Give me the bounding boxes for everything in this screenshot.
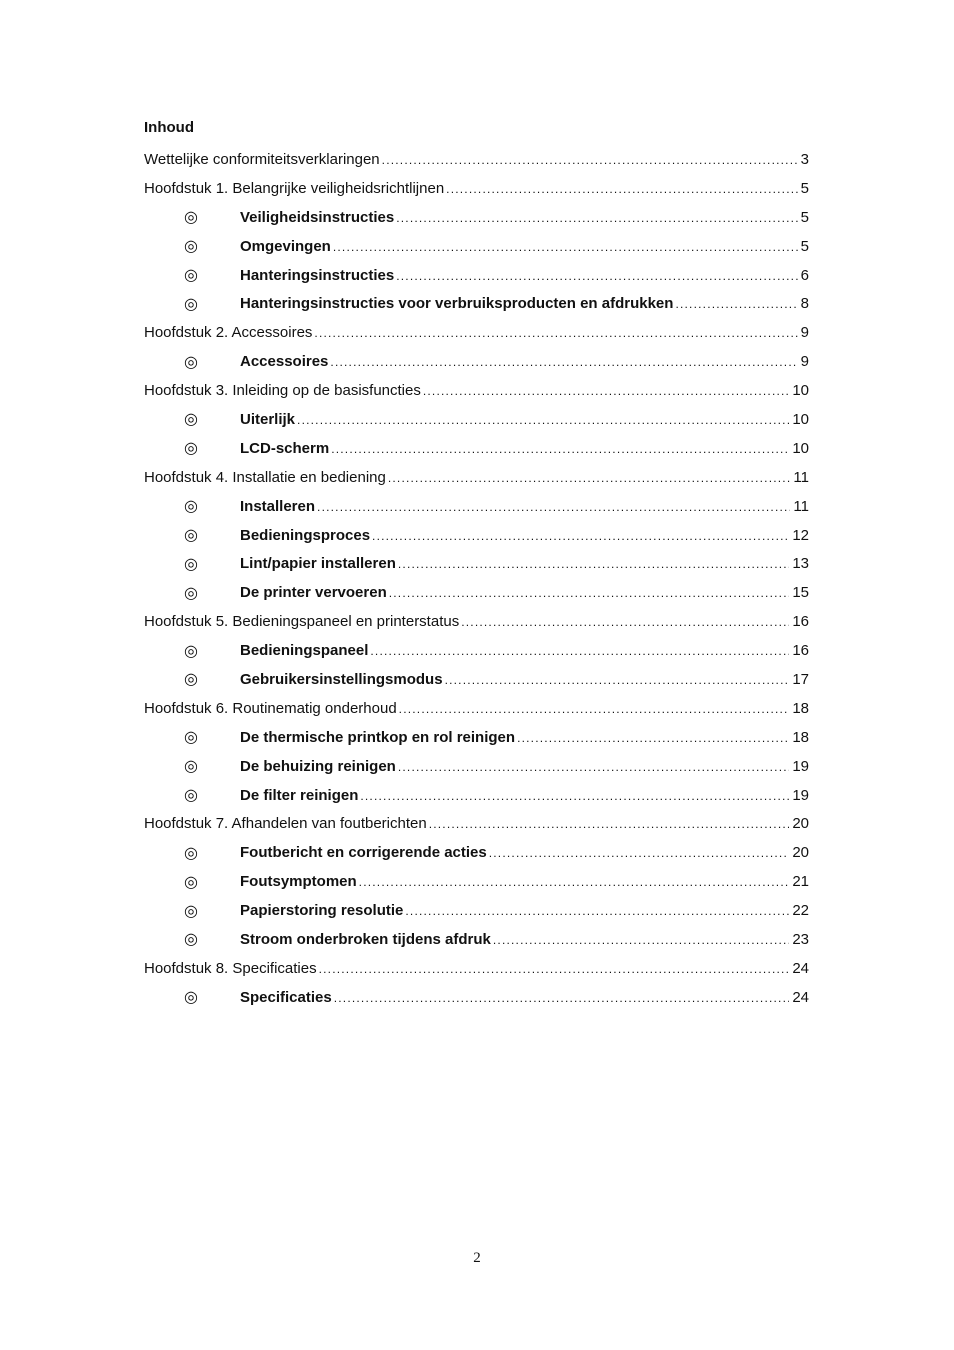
dot-leader (445, 673, 790, 687)
toc-entry-page-number: 10 (792, 382, 809, 400)
toc-section-entry[interactable] (144, 838, 809, 867)
double-circle-bullet-icon: ◎ (184, 527, 198, 545)
page-number: 2 (473, 1250, 481, 1266)
dot-leader (297, 413, 789, 427)
dot-leader (398, 557, 789, 571)
toc-entry-label: Wettelijke conformiteitsverklaringen (144, 150, 380, 168)
toc-chapter-entry[interactable] (144, 174, 809, 203)
toc-entry-label: Hanteringsinstructies voor verbruiksproducten en afdrukken (240, 295, 674, 313)
toc-entry-page-number: 13 (792, 555, 809, 573)
double-circle-bullet-icon: ◎ (184, 295, 198, 313)
double-circle-bullet-icon: ◎ (184, 758, 198, 776)
double-circle-bullet-icon: ◎ (184, 411, 198, 429)
toc-entry-page-number: 21 (792, 873, 809, 891)
toc-entry-label: Hanteringsinstructies (240, 266, 395, 284)
toc-entry-page-number: 20 (792, 844, 809, 862)
toc-chapter-entry[interactable] (144, 145, 809, 174)
toc-entry-page-number: 15 (792, 584, 809, 602)
toc-entry-line (240, 555, 809, 572)
dot-leader (423, 384, 789, 398)
toc-entry-page-number: 10 (792, 439, 809, 457)
dot-leader (333, 240, 798, 254)
toc-entry-page-number: 9 (800, 324, 809, 342)
toc-entry-line (144, 613, 809, 630)
toc-section-entry[interactable] (144, 867, 809, 896)
double-circle-bullet-icon: ◎ (184, 209, 198, 227)
toc-section-entry[interactable] (144, 636, 809, 665)
toc-entry-line (240, 642, 809, 659)
toc-entry-label: Hoofdstuk 5. Bedieningspaneel en printerstatus (144, 613, 460, 631)
dot-leader (675, 297, 797, 311)
toc-section-entry[interactable] (144, 896, 809, 925)
toc-entry-label: Hoofdstuk 1. Belangrijke veiligheidsrichtlijnen (144, 179, 445, 197)
dot-leader (399, 702, 790, 716)
dot-leader (396, 211, 797, 225)
toc-entry-line (240, 931, 809, 948)
toc-entry-page-number: 16 (792, 642, 809, 660)
toc-section-entry[interactable] (144, 549, 809, 578)
double-circle-bullet-icon: ◎ (184, 440, 198, 458)
toc-entry-page-number: 12 (792, 526, 809, 544)
toc-chapter-entry[interactable] (144, 607, 809, 636)
toc-entry-line (240, 209, 809, 226)
toc-entry-label: Specificaties (240, 988, 332, 1006)
toc-entry-line (240, 902, 809, 919)
toc-entry-line (240, 873, 809, 890)
toc-entry-label: De printer vervoeren (240, 584, 387, 602)
toc-entry-line (240, 671, 809, 688)
toc-chapter-entry[interactable] (144, 954, 809, 983)
toc-entry-page-number: 5 (800, 208, 809, 226)
dot-leader (334, 991, 790, 1005)
toc-section-entry[interactable] (144, 752, 809, 781)
dot-leader (388, 471, 791, 485)
double-circle-bullet-icon: ◎ (184, 353, 198, 371)
toc-entry-label: Foutbericht en corrigerende acties (240, 844, 487, 862)
double-circle-bullet-icon: ◎ (184, 989, 198, 1007)
toc-entry-label: Foutsymptomen (240, 873, 357, 891)
toc-entry-label: LCD-scherm (240, 439, 330, 457)
toc-entry-page-number: 3 (800, 150, 809, 168)
double-circle-bullet-icon: ◎ (184, 238, 198, 256)
toc-entry-line (240, 584, 809, 601)
dot-leader (359, 875, 790, 889)
double-circle-bullet-icon: ◎ (184, 584, 198, 602)
toc-chapter-entry[interactable] (144, 318, 809, 347)
toc-chapter-entry[interactable] (144, 463, 809, 492)
double-circle-bullet-icon: ◎ (184, 671, 198, 689)
toc-section-entry[interactable] (144, 261, 809, 290)
toc-section-entry[interactable] (144, 723, 809, 752)
toc-chapter-entry[interactable] (144, 809, 809, 838)
dot-leader (446, 182, 797, 196)
dot-leader (370, 644, 789, 658)
toc-entry-label: Gebruikersinstellingsmodus (240, 670, 443, 688)
dot-leader (429, 817, 790, 831)
toc-entry-page-number: 16 (792, 613, 809, 631)
toc-section-entry[interactable] (144, 232, 809, 261)
toc-section-entry[interactable] (144, 781, 809, 810)
toc-entry-label: Installeren (240, 497, 316, 515)
toc-entry-page-number: 6 (800, 266, 809, 284)
dot-leader (517, 731, 789, 745)
table-of-contents (144, 145, 809, 1012)
toc-entry-line (144, 382, 809, 399)
toc-section-entry[interactable] (144, 925, 809, 954)
toc-entry-label: Uiterlijk (240, 410, 296, 428)
toc-entry-page-number: 10 (792, 410, 809, 428)
toc-entry-line (240, 295, 809, 312)
toc-entry-line (144, 700, 809, 717)
double-circle-bullet-icon: ◎ (184, 873, 198, 891)
toc-entry-page-number: 22 (792, 902, 809, 920)
toc-entry-label: Omgevingen (240, 237, 331, 255)
dot-leader (405, 904, 789, 918)
dot-leader (382, 153, 798, 167)
toc-chapter-entry[interactable] (144, 694, 809, 723)
toc-entry-page-number: 11 (793, 497, 809, 515)
toc-entry-label: Veiligheidsinstructies (240, 208, 395, 226)
toc-section-entry[interactable] (144, 578, 809, 607)
toc-entry-line (240, 238, 809, 255)
toc-entry-line (144, 180, 809, 197)
toc-entry-page-number: 9 (800, 353, 809, 371)
toc-entry-line (240, 353, 809, 370)
toc-entry-line (240, 844, 809, 861)
toc-entry-line (240, 729, 809, 746)
toc-entry-label: Stroom onderbroken tijdens afdruk (240, 930, 491, 948)
toc-chapter-entry[interactable] (144, 376, 809, 405)
toc-entry-line (144, 151, 809, 168)
toc-section-entry[interactable] (144, 347, 809, 376)
double-circle-bullet-icon: ◎ (184, 498, 198, 516)
toc-entry-line (240, 411, 809, 428)
toc-entry-line (144, 469, 809, 486)
toc-entry-line (240, 989, 809, 1006)
toc-entry-line (144, 324, 809, 341)
dot-leader (489, 846, 790, 860)
toc-entry-page-number: 18 (792, 728, 809, 746)
dot-leader (372, 529, 789, 543)
toc-entry-label: Accessoires (240, 353, 329, 371)
dot-leader (314, 326, 797, 340)
toc-section-entry[interactable] (144, 521, 809, 550)
double-circle-bullet-icon: ◎ (184, 267, 198, 284)
toc-entry-label: Hoofdstuk 4. Installatie en bediening (144, 468, 386, 486)
double-circle-bullet-icon: ◎ (184, 902, 198, 920)
dot-leader (330, 355, 797, 369)
toc-entry-page-number: 20 (792, 815, 809, 833)
toc-entry-label: De filter reinigen (240, 786, 359, 804)
toc-entry-line (240, 787, 809, 804)
toc-entry-label: Lint/papier installeren (240, 555, 396, 573)
toc-section-entry[interactable] (144, 203, 809, 232)
toc-entry-label: Papierstoring resolutie (240, 902, 404, 920)
toc-section-entry[interactable] (144, 434, 809, 463)
toc-entry-label: Hoofdstuk 7. Afhandelen van foutberichten (144, 815, 427, 833)
dot-leader (389, 586, 790, 600)
dot-leader (396, 269, 797, 283)
toc-section-entry[interactable] (144, 405, 809, 434)
toc-entry-label: De thermische printkop en rol reinigen (240, 728, 516, 746)
toc-entry-label: Bedieningsproces (240, 526, 371, 544)
toc-entry-page-number: 17 (792, 670, 809, 688)
toc-entry-page-number: 11 (793, 468, 809, 486)
toc-entry-line (240, 527, 809, 544)
toc-entry-line (240, 758, 809, 775)
toc-entry-line (240, 267, 809, 284)
double-circle-bullet-icon: ◎ (184, 787, 198, 805)
toc-entry-page-number: 19 (792, 786, 809, 804)
toc-entry-label: Hoofdstuk 3. Inleiding op de basisfuncties (144, 382, 421, 400)
dot-leader (331, 442, 789, 456)
toc-entry-page-number: 18 (792, 699, 809, 717)
double-circle-bullet-icon: ◎ (184, 555, 198, 573)
toc-section-entry[interactable] (144, 665, 809, 694)
double-circle-bullet-icon: ◎ (184, 642, 198, 660)
toc-entry-page-number: 8 (800, 295, 809, 313)
toc-section-entry[interactable] (144, 492, 809, 521)
double-circle-bullet-icon: ◎ (184, 844, 198, 862)
toc-entry-line (144, 960, 809, 977)
toc-entry-label: Hoofdstuk 8. Specificaties (144, 959, 317, 977)
dot-leader (398, 760, 789, 774)
dot-leader (360, 789, 789, 803)
toc-section-entry[interactable] (144, 983, 809, 1012)
toc-entry-line (240, 498, 809, 515)
toc-entry-label: Bedieningspaneel (240, 642, 369, 660)
toc-entry-label: Hoofdstuk 2. Accessoires (144, 324, 313, 342)
double-circle-bullet-icon: ◎ (184, 931, 198, 949)
toc-entry-page-number: 19 (792, 757, 809, 775)
dot-leader (461, 615, 789, 629)
dot-leader (319, 962, 790, 976)
toc-title: Inhoud (144, 119, 194, 136)
dot-leader (493, 933, 789, 947)
double-circle-bullet-icon: ◎ (184, 729, 198, 747)
toc-entry-page-number: 24 (792, 988, 809, 1006)
toc-entry-page-number: 24 (792, 959, 809, 977)
toc-entry-label: Hoofdstuk 6. Routinematig onderhoud (144, 699, 397, 717)
toc-entry-label: De behuizing reinigen (240, 757, 396, 775)
toc-section-entry[interactable] (144, 289, 809, 318)
toc-entry-page-number: 23 (792, 930, 809, 948)
toc-entry-line (144, 815, 809, 832)
toc-entry-page-number: 5 (800, 179, 809, 197)
toc-entry-page-number: 5 (800, 237, 809, 255)
dot-leader (317, 500, 790, 514)
toc-entry-line (240, 440, 809, 457)
